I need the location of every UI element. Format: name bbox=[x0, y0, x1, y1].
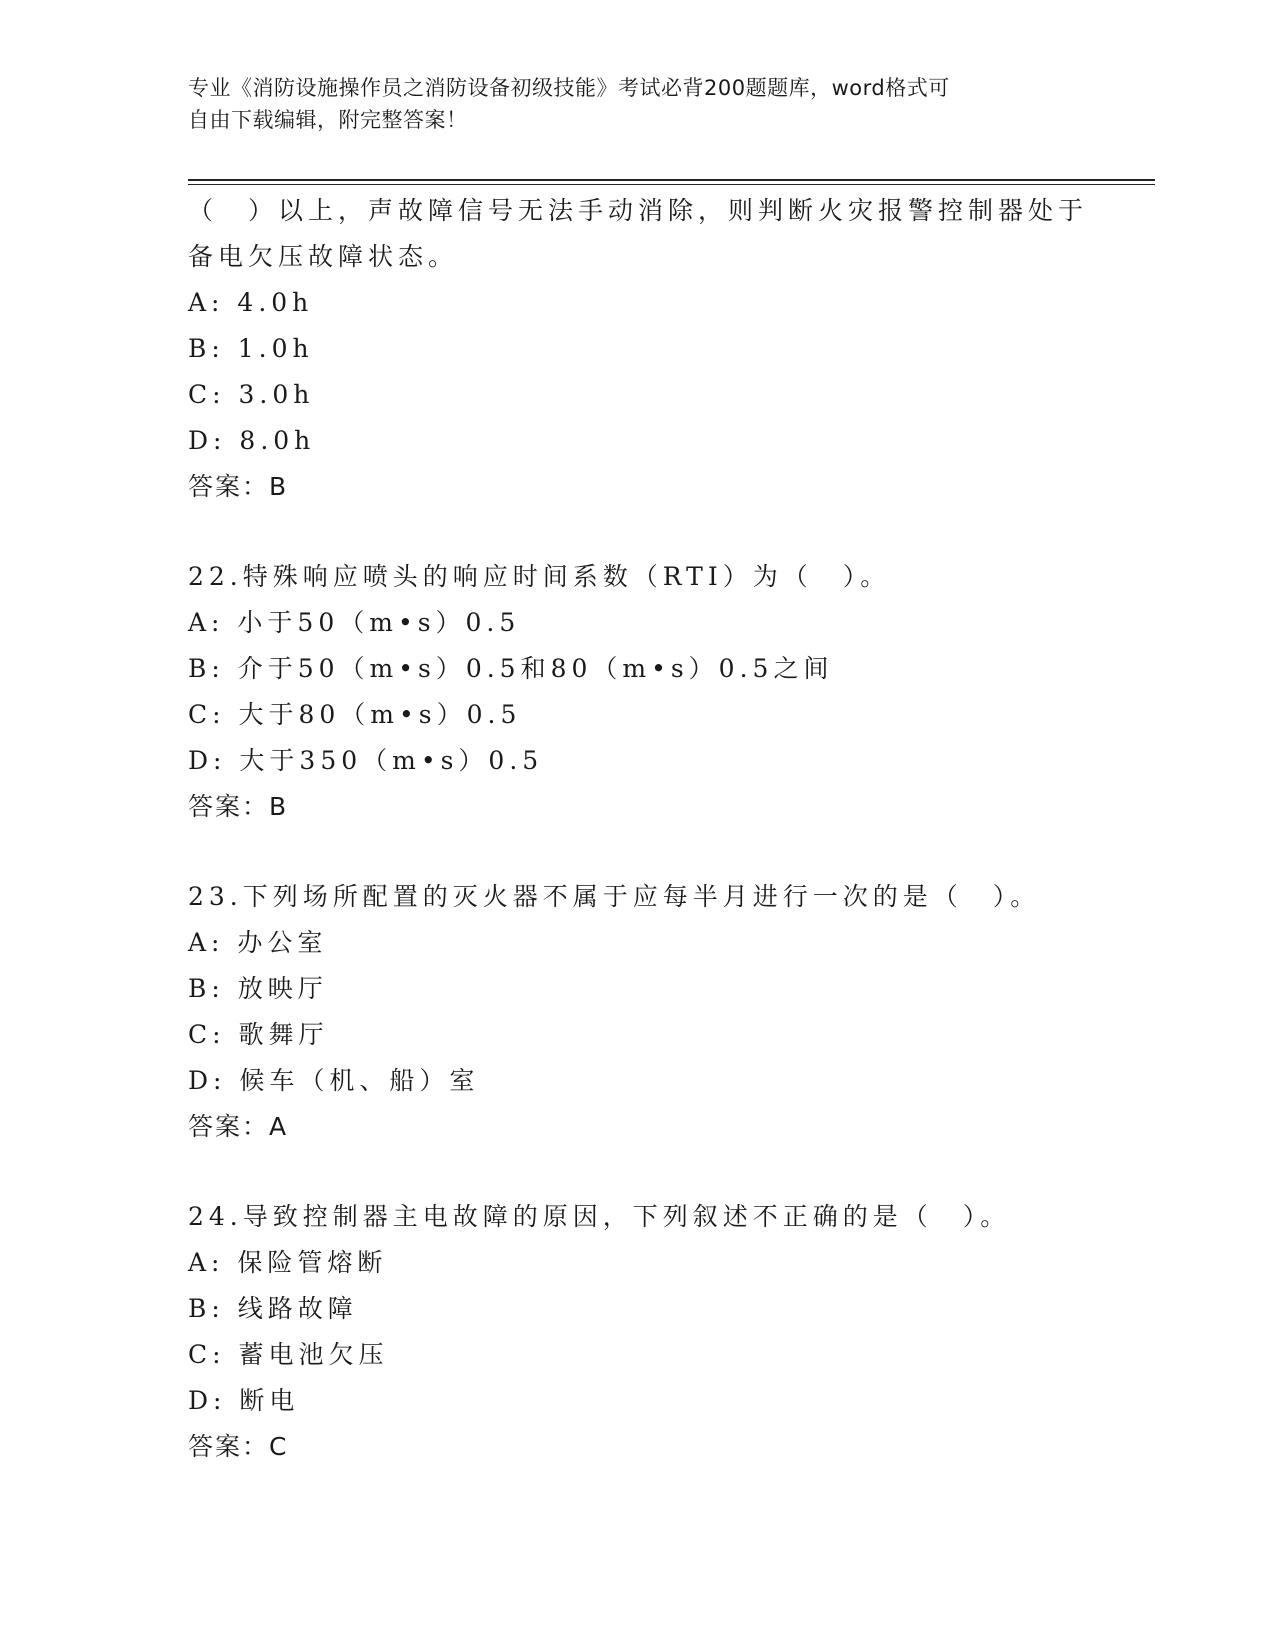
option-d: D: 8.0h bbox=[188, 426, 316, 455]
option-a: A: 保险管熔断 bbox=[188, 1248, 388, 1277]
answer-line: 答案：B bbox=[188, 472, 289, 501]
question-list bbox=[188, 188, 1088, 1470]
header-divider-thick bbox=[188, 179, 1155, 181]
option-a: A: 小于50（m•s）0.5 bbox=[188, 608, 521, 637]
question-22 bbox=[188, 554, 1088, 830]
header-divider-thin bbox=[188, 184, 1155, 185]
option-a: A: 4.0h bbox=[188, 288, 314, 317]
option-b: B: 线路故障 bbox=[188, 1294, 358, 1323]
question-stem-line-1: （ ）以上，声故障信号无法手动消除，则判断火灾报警控制器处于 bbox=[188, 196, 1089, 225]
option-d: D: 断电 bbox=[188, 1386, 300, 1415]
option-d: D: 候车（机、船）室 bbox=[188, 1066, 480, 1095]
option-b: B: 放映厅 bbox=[188, 974, 328, 1003]
question-24 bbox=[188, 1194, 1088, 1470]
header-line-1: 专业《消防设施操作员之消防设备初级技能》考试必背200题题库，word格式可 bbox=[188, 76, 950, 100]
question-stem: 22.特殊响应喷头的响应时间系数（RTI）为（ ）。 bbox=[188, 562, 891, 591]
question-21 bbox=[188, 188, 1088, 510]
option-b: B: 介于50（m•s）0.5和80（m•s）0.5之间 bbox=[188, 654, 834, 683]
question-stem: 23.下列场所配置的灭火器不属于应每半月进行一次的是（ ）。 bbox=[188, 882, 1041, 911]
header-line-2: 自由下载编辑，附完整答案！ bbox=[188, 108, 468, 132]
document-header bbox=[188, 72, 1088, 136]
option-b: B: 1.0h bbox=[188, 334, 314, 363]
answer-line: 答案：A bbox=[188, 1112, 289, 1141]
option-d: D: 大于350（m•s）0.5 bbox=[188, 746, 544, 775]
question-stem: 24.导致控制器主电故障的原因，下列叙述不正确的是（ ）。 bbox=[188, 1202, 1011, 1231]
question-stem-line-2: 备电欠压故障状态。 bbox=[188, 242, 459, 271]
answer-line: 答案：B bbox=[188, 792, 289, 821]
question-23 bbox=[188, 874, 1088, 1150]
answer-line: 答案：C bbox=[188, 1432, 289, 1461]
option-a: A: 办公室 bbox=[188, 928, 328, 957]
option-c: C: 大于80（m•s）0.5 bbox=[188, 700, 522, 729]
option-c: C: 3.0h bbox=[188, 380, 315, 409]
option-c: C: 蓄电池欠压 bbox=[188, 1340, 389, 1369]
option-c: C: 歌舞厅 bbox=[188, 1020, 329, 1049]
